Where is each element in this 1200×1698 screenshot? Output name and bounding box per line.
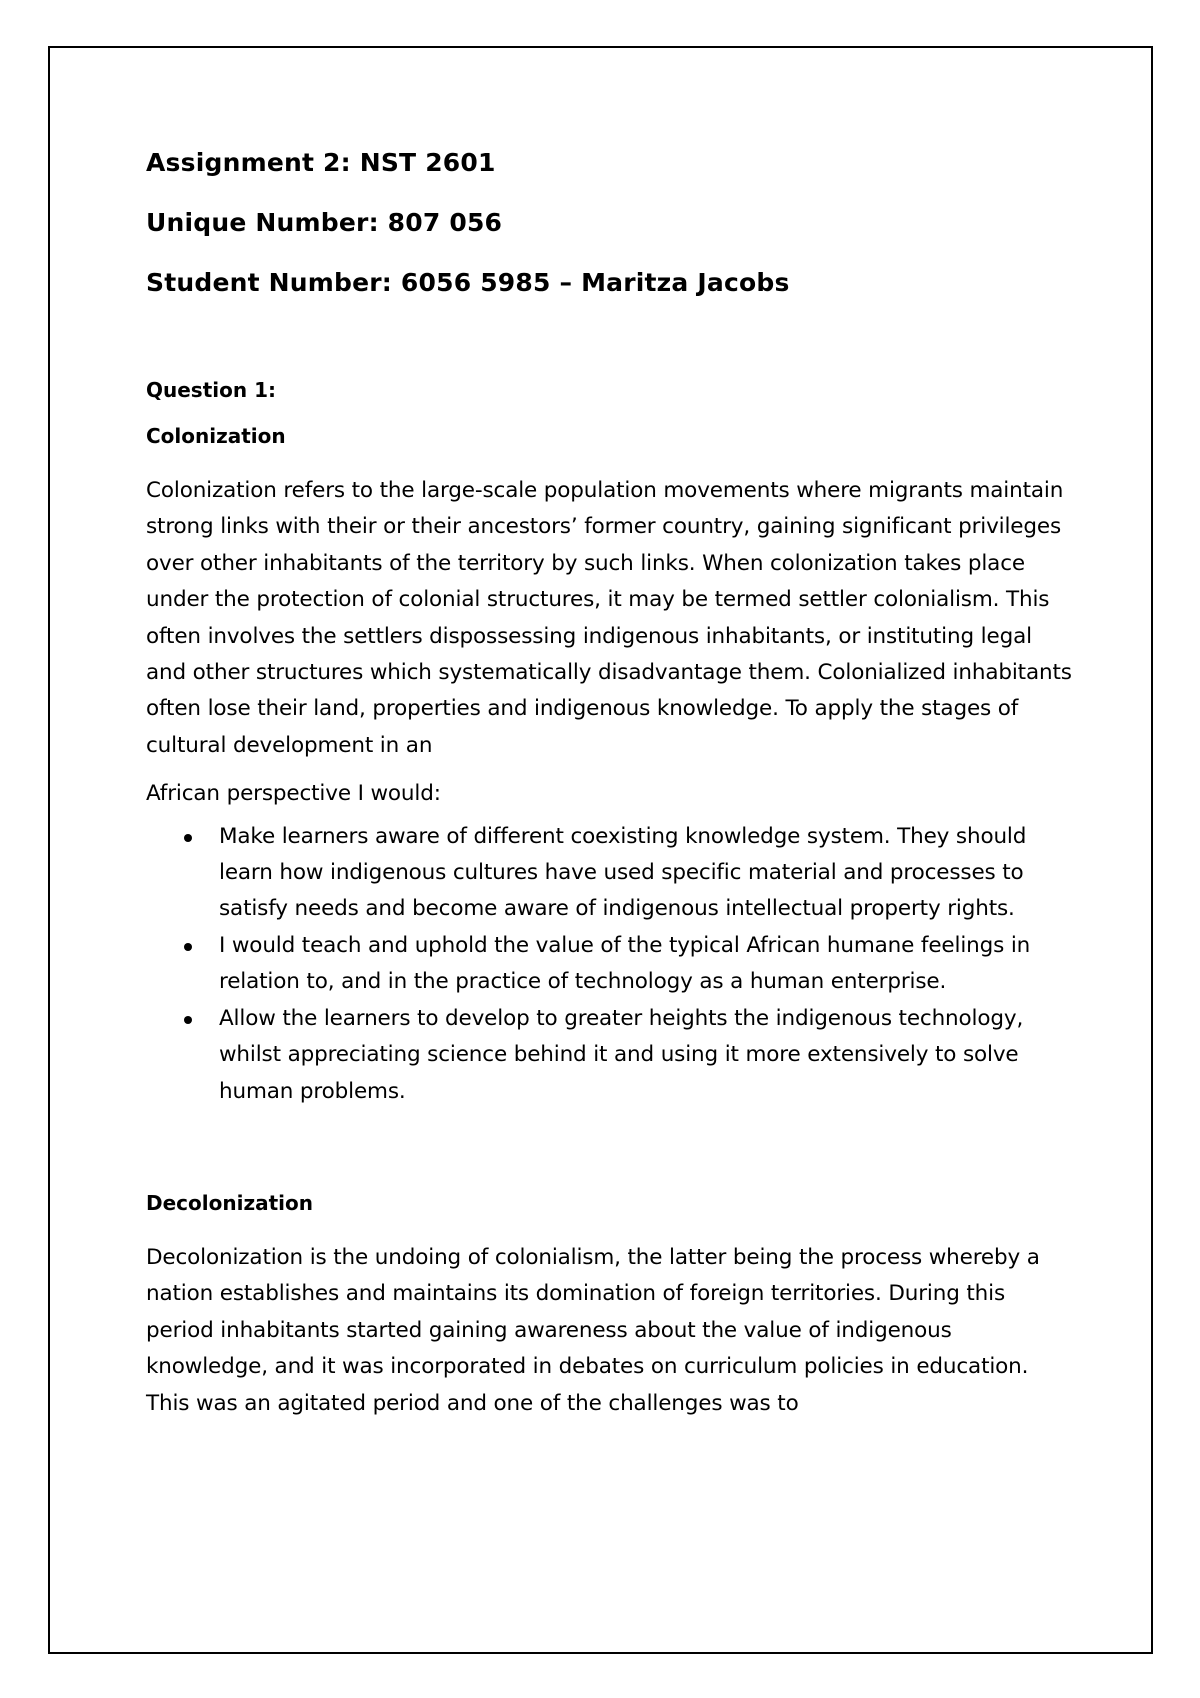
colonization-paragraph: Colonization refers to the large-scale population movements where migrants maintain strong links with their or their ancestors’ former country, gaining significant privileges over other inhabitants of the territory by such links. When colonization takes place under the protection of colonial structures, it may be termed settler colonialism. This often involves the settlers dispossessing indigenous inhabitants, or instituting legal and other structures which systematically disadvantage them. Colonialized inhabitants often lose their land, properties and indigenous knowledge. To apply the stages of cultural development in an <box>146 478 1072 758</box>
document-content <box>146 148 1076 1434</box>
student-number: Student Number: 6056 5985 – Maritza Jacobs <box>146 268 790 297</box>
bullet-text: Make learners aware of different coexisting knowledge system. They should learn how indigenous cultures have used specific material and processes to satisfy needs and become aware of indigenous intellectual property rights. <box>219 823 1027 922</box>
colonization-bullet-list <box>146 819 1076 1110</box>
decolonization-heading: Decolonization <box>146 1190 313 1215</box>
bullet-item <box>146 1001 1076 1110</box>
colonization-lead-in: African perspective I would: <box>146 781 441 807</box>
unique-number: Unique Number: 807 056 <box>146 208 503 237</box>
bullet-item <box>146 819 1076 928</box>
bullet-icon <box>184 834 192 842</box>
bullet-icon <box>184 943 192 951</box>
decolonization-paragraph: Decolonization is the undoing of colonialism, the latter being the process whereby a nation establishes and maintains its domination of foreign territories. During this period inhabitants started gaining awareness about the value of indigenous knowledge, and it was incorporated in debates on curriculum policies in education. This was an agitated period and one of the challenges was to <box>146 1244 1040 1416</box>
bullet-text: Allow the learners to develop to greater heights the indigenous technology, whilst appreciating science behind it and using it more extensively to solve human problems. <box>219 1005 1024 1104</box>
assignment-title: Assignment 2: NST 2601 <box>146 148 496 177</box>
colonization-heading: Colonization <box>146 424 286 448</box>
bullet-icon <box>184 1016 192 1024</box>
bullet-item <box>146 928 1076 1001</box>
section-spacer <box>146 1110 1076 1190</box>
question-label: Question 1: <box>146 378 276 402</box>
bullet-text: I would teach and uphold the value of the typical African humane feelings in relation to, and in the practice of technology as a human enterprise. <box>219 932 1031 995</box>
